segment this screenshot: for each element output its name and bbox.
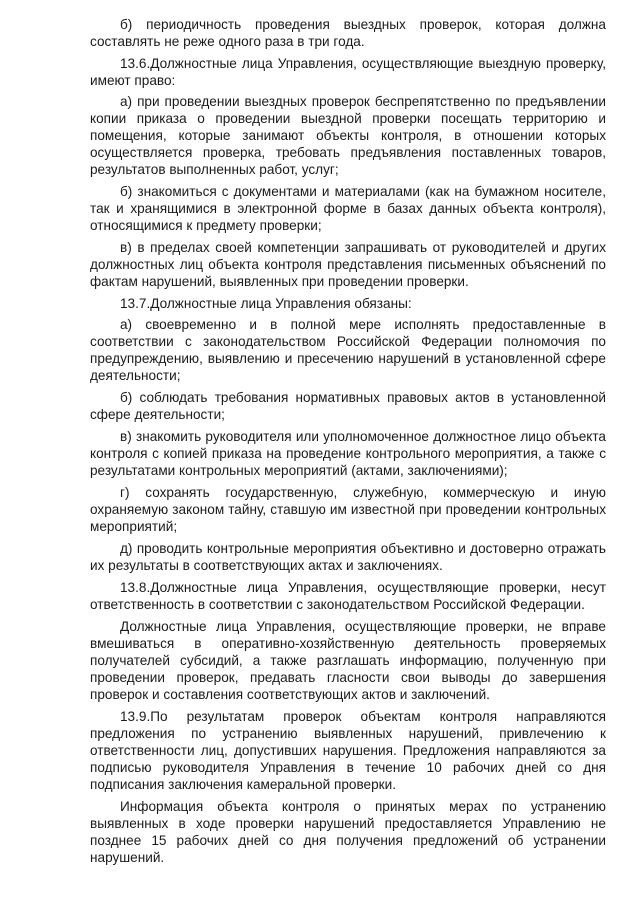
paragraph-13-6-a: а) при проведении выездных проверок беспрепятственно по предъявлении копии приказа о проведении выездной проверки посещать территорию и помещения, которые занимают объекты контроля, в отношении которых осуществляется проверка, требовать предъявления поставленных товаров, результатов выполненных работ, услуг; xyxy=(90,94,606,177)
document-body xyxy=(90,16,606,871)
paragraph-b-inspection-frequency: б) периодичность проведения выездных проверок, которая должна составлять не реже одного раза в три года. xyxy=(90,17,606,49)
paragraph-13-7-g: г) сохранять государственную, служебную, коммерческую и иную охраняемую законом тайну, ставшую им известной при проведении контрольных мероприятий; xyxy=(90,485,606,534)
paragraph-13-6-v: в) в пределах своей компетенции запрашивать от руководителей и других должностных лиц объекта контроля представления письменных объяснений по фактам нарушений, выявленных при проведении проверки. xyxy=(90,240,606,289)
paragraph-13-6-b: б) знакомиться с документами и материалами (как на бумажном носителе, так и хранящимися в электронной форме в базах данных объекта контроля), относящимися к предмету проверки; xyxy=(90,184,606,233)
paragraph-13-8-restrictions: Должностные лица Управления, осуществляющие проверки, не вправе вмешиваться в оперативно-хозяйственную деятельность проверяемых получателей субсидий, а также разглашать информацию, полученную при проведении проверок, предавать гласности свои выводы до завершения проверок и составления соответствующих актов и заключений. xyxy=(90,619,606,702)
paragraph-13-9-information: Информация объекта контроля о принятых мерах по устранению выявленных в ходе проверки нарушений предоставляется Управлению не позднее 15 рабочих дней со дня получения предложений об устранении нарушений. xyxy=(90,799,606,865)
paragraph-13-7-a: а) своевременно и в полной мере исполнять предоставленные в соответствии с законодательством Российской Федерации полномочия по предупреждению, выявлению и пресечению нарушений в установленной сфере деятельности; xyxy=(90,317,606,383)
paragraph-13-6-heading: 13.6.Должностные лица Управления, осуществляющие выездную проверку, имеют право: xyxy=(90,56,606,88)
paragraph-13-7-heading: 13.7.Должностные лица Управления обязаны: xyxy=(120,296,412,311)
paragraph-13-7-d: д) проводить контрольные мероприятия объективно и достоверно отражать их результаты в соответствующих актах и заключениях. xyxy=(90,541,606,573)
paragraph-13-9: 13.9.По результатам проверок объектам контроля направляются предложения по устранению выявленных нарушений, привлечению к ответственности лиц, допустивших нарушения. Предложения направляются за подписью руководителя Управления в течение 10 рабочих дней со дня подписания заключения камеральной проверки. xyxy=(90,709,606,792)
paragraph-13-7-b: б) соблюдать требования нормативных правовых актов в установленной сфере деятельности; xyxy=(90,390,606,422)
paragraph-13-8: 13.8.Должностные лица Управления, осуществляющие проверки, несут ответственность в соответствии с законодательством Российской Федерации. xyxy=(90,580,606,612)
paragraph-13-7-v: в) знакомить руководителя или уполномоченное должностное лицо объекта контроля с копией приказа на проведение контрольного мероприятия, а также с результатами контрольных мероприятий (актами, заключениями); xyxy=(90,429,606,478)
